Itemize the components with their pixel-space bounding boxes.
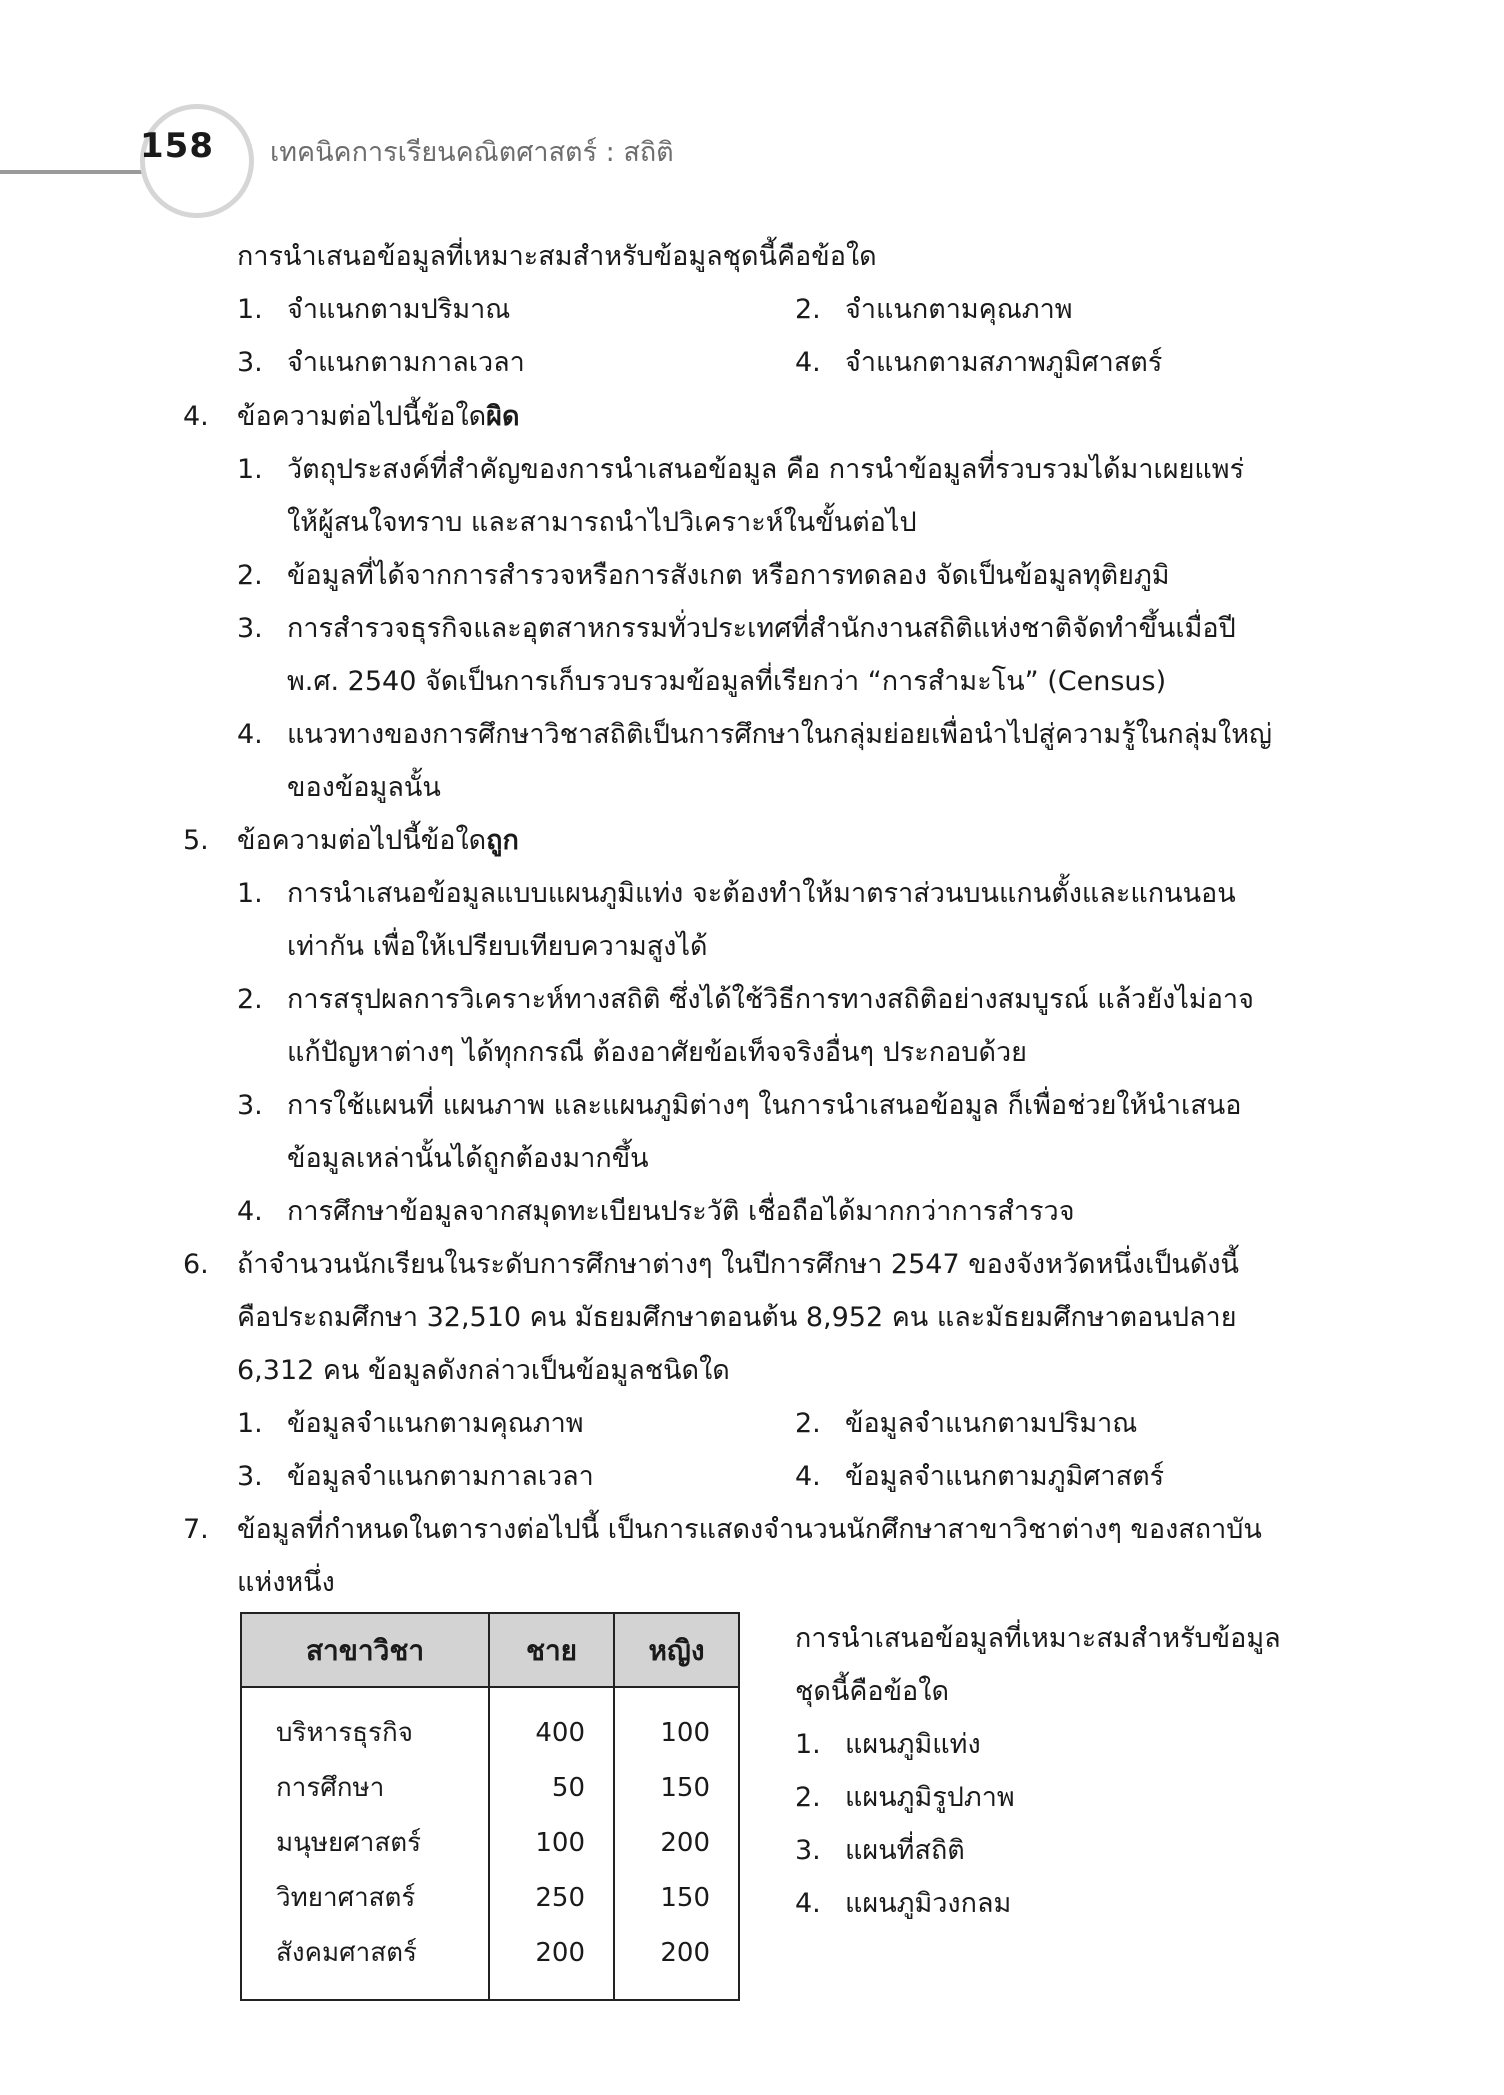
- q5-number: 5.: [183, 825, 209, 856]
- option-number: 3.: [795, 1835, 821, 1866]
- table-cell: 200: [614, 1926, 739, 1981]
- q4-stem-text: ข้อความต่อไปนี้ข้อใด: [237, 401, 487, 432]
- option-number: 4.: [795, 1461, 821, 1492]
- table-row: [241, 1706, 739, 1761]
- q5-stem-emphasis: ถูก: [486, 825, 519, 856]
- q7-number: 7.: [183, 1514, 209, 1545]
- option-number: 4.: [237, 1196, 263, 1227]
- q4-stem-emphasis: ผิด: [486, 401, 520, 432]
- table-cell: บริหารธุรกิจ: [241, 1706, 489, 1761]
- q4-option-3-cont: พ.ศ. 2540 จัดเป็นการเก็บรวบรวมข้อมูลที่เรียกว่า “การสำมะโน” (Census): [287, 666, 1167, 697]
- q6-stem-line-2: คือประถมศึกษา 32,510 คน มัธยมศึกษาตอนต้น 8,952 คน และมัธยมศึกษาตอนปลาย: [237, 1302, 1237, 1333]
- q5-option-1-cont: เท่ากัน เพื่อให้เปรียบเทียบความสูงได้: [287, 931, 708, 962]
- table-cell: การศึกษา: [241, 1761, 489, 1816]
- page-header: [0, 90, 1504, 180]
- q5-option-3-cont: ข้อมูลเหล่านั้นได้ถูกต้องมากขึ้น: [287, 1143, 649, 1174]
- table-header: ชาย: [489, 1613, 614, 1687]
- q7-side-question-line-1: การนำเสนอข้อมูลที่เหมาะสมสำหรับข้อมูล: [795, 1623, 1281, 1654]
- table-header: หญิง: [614, 1613, 739, 1687]
- table-cell: 150: [614, 1871, 739, 1926]
- option-number: 1.: [237, 294, 263, 325]
- table-cell: 400: [489, 1706, 614, 1761]
- option-text: การนำเสนอข้อมูลแบบแผนภูมิแท่ง จะต้องทำให้มาตราส่วนบนแกนตั้งและแกนนอน: [287, 878, 1236, 909]
- q3-stem: การนำเสนอข้อมูลที่เหมาะสมสำหรับข้อมูลชุดนี้คือข้อใด: [237, 241, 877, 272]
- q4-option-4-cont: ของข้อมูลนั้น: [287, 772, 441, 803]
- option-text: แผนภูมิวงกลม: [845, 1888, 1012, 1919]
- option-text: ข้อมูลจำแนกตามคุณภาพ: [287, 1408, 584, 1439]
- option-number: 1.: [237, 454, 263, 485]
- page-number: 158: [140, 126, 214, 166]
- q7-stem-line-1: ข้อมูลที่กำหนดในตารางต่อไปนี้ เป็นการแสดงจำนวนนักศึกษาสาขาวิชาต่างๆ ของสถาบัน: [237, 1514, 1262, 1545]
- option-text: วัตถุประสงค์ที่สำคัญของการนำเสนอข้อมูล คือ การนำข้อมูลที่รวบรวมได้มาเผยแพร่: [287, 454, 1245, 485]
- option-number: 3.: [237, 1090, 263, 1121]
- option-number: 2.: [237, 560, 263, 591]
- q6-stem-line-3: 6,312 คน ข้อมูลดังกล่าวเป็นข้อมูลชนิดใด: [237, 1355, 730, 1386]
- option-text: การใช้แผนที่ แผนภาพ และแผนภูมิต่างๆ ในการนำเสนอข้อมูล ก็เพื่อช่วยให้นำเสนอ: [287, 1090, 1242, 1121]
- option-number: 3.: [237, 347, 263, 378]
- q7-stem-line-2: แห่งหนึ่ง: [237, 1567, 335, 1598]
- option-number: 2.: [795, 294, 821, 325]
- table-cell: 150: [614, 1761, 739, 1816]
- option-text: แผนที่สถิติ: [845, 1835, 965, 1866]
- option-number: 3.: [237, 613, 263, 644]
- table-header: สาขาวิชา: [241, 1613, 489, 1687]
- q5-stem-text: ข้อความต่อไปนี้ข้อใด: [237, 825, 487, 856]
- option-number: 3.: [237, 1461, 263, 1492]
- option-text: การสรุปผลการวิเคราะห์ทางสถิติ ซึ่งได้ใช้วิธีการทางสถิติอย่างสมบูรณ์ แล้วยังไม่อาจ: [287, 984, 1254, 1015]
- q5-stem: [237, 814, 519, 867]
- table-cell: 200: [614, 1816, 739, 1871]
- running-title: เทคนิคการเรียนคณิตศาสตร์ : สถิติ: [270, 137, 674, 168]
- table-cell: 100: [489, 1816, 614, 1871]
- table-cell: 250: [489, 1871, 614, 1926]
- option-text: การศึกษาข้อมูลจากสมุดทะเบียนประวัติ เชื่อถือได้มากกว่าการสำรวจ: [287, 1196, 1075, 1227]
- table-cell: 100: [614, 1706, 739, 1761]
- option-number: 1.: [237, 878, 263, 909]
- q7-data-table: [240, 1612, 740, 2001]
- option-text: ข้อมูลจำแนกตามกาลเวลา: [287, 1461, 594, 1492]
- option-text: จำแนกตามสภาพภูมิศาสตร์: [845, 347, 1163, 378]
- option-number: 2.: [237, 984, 263, 1015]
- q4-stem: [237, 390, 520, 443]
- table-row: [241, 1926, 739, 1981]
- q7-side-question-line-2: ชุดนี้คือข้อใด: [795, 1676, 949, 1707]
- option-text: แผนภูมิรูปภาพ: [845, 1782, 1015, 1813]
- q5-option-2-cont: แก้ปัญหาต่างๆ ได้ทุกกรณี ต้องอาศัยข้อเท็จจริงอื่นๆ ประกอบด้วย: [287, 1037, 1027, 1068]
- table-row: [241, 1871, 739, 1926]
- option-number: 1.: [795, 1729, 821, 1760]
- option-number: 1.: [237, 1408, 263, 1439]
- table-cell: 200: [489, 1926, 614, 1981]
- option-number: 4.: [237, 719, 263, 750]
- table-cell: สังคมศาสตร์: [241, 1926, 489, 1981]
- option-number: 2.: [795, 1782, 821, 1813]
- option-number: 4.: [795, 347, 821, 378]
- option-text: ข้อมูลจำแนกตามปริมาณ: [845, 1408, 1138, 1439]
- option-text: แนวทางของการศึกษาวิชาสถิติเป็นการศึกษาในกลุ่มย่อยเพื่อนำไปสู่ความรู้ในกลุ่มใหญ่: [287, 719, 1273, 750]
- option-text: แผนภูมิแท่ง: [845, 1729, 981, 1760]
- table-cell: วิทยาศาสตร์: [241, 1871, 489, 1926]
- q6-number: 6.: [183, 1249, 209, 1280]
- option-text: จำแนกตามคุณภาพ: [845, 294, 1073, 325]
- option-number: 2.: [795, 1408, 821, 1439]
- q4-number: 4.: [183, 401, 209, 432]
- table-header-row: [241, 1613, 739, 1687]
- option-text: การสำรวจธุรกิจและอุตสาหกรรมทั่วประเทศที่สำนักงานสถิติแห่งชาติจัดทำขึ้นเมื่อปี: [287, 613, 1236, 644]
- option-number: 4.: [795, 1888, 821, 1919]
- option-text: ข้อมูลที่ได้จากการสำรวจหรือการสังเกต หรือการทดลอง จัดเป็นข้อมูลทุติยภูมิ: [287, 560, 1170, 591]
- option-text: ข้อมูลจำแนกตามภูมิศาสตร์: [845, 1461, 1165, 1492]
- option-text: จำแนกตามกาลเวลา: [287, 347, 525, 378]
- table-cell: มนุษยศาสตร์: [241, 1816, 489, 1871]
- q4-option-1-cont: ให้ผู้สนใจทราบ และสามารถนำไปวิเคราะห์ในขั้นต่อไป: [287, 507, 917, 538]
- q6-stem-line-1: ถ้าจำนวนนักเรียนในระดับการศึกษาต่างๆ ในปีการศึกษา 2547 ของจังหวัดหนึ่งเป็นดังนี้: [237, 1249, 1240, 1280]
- table-spacer: [241, 1981, 739, 2000]
- table-spacer: [241, 1687, 739, 1706]
- table-row: [241, 1761, 739, 1816]
- table-row: [241, 1816, 739, 1871]
- table-cell: 50: [489, 1761, 614, 1816]
- option-text: จำแนกตามปริมาณ: [287, 294, 511, 325]
